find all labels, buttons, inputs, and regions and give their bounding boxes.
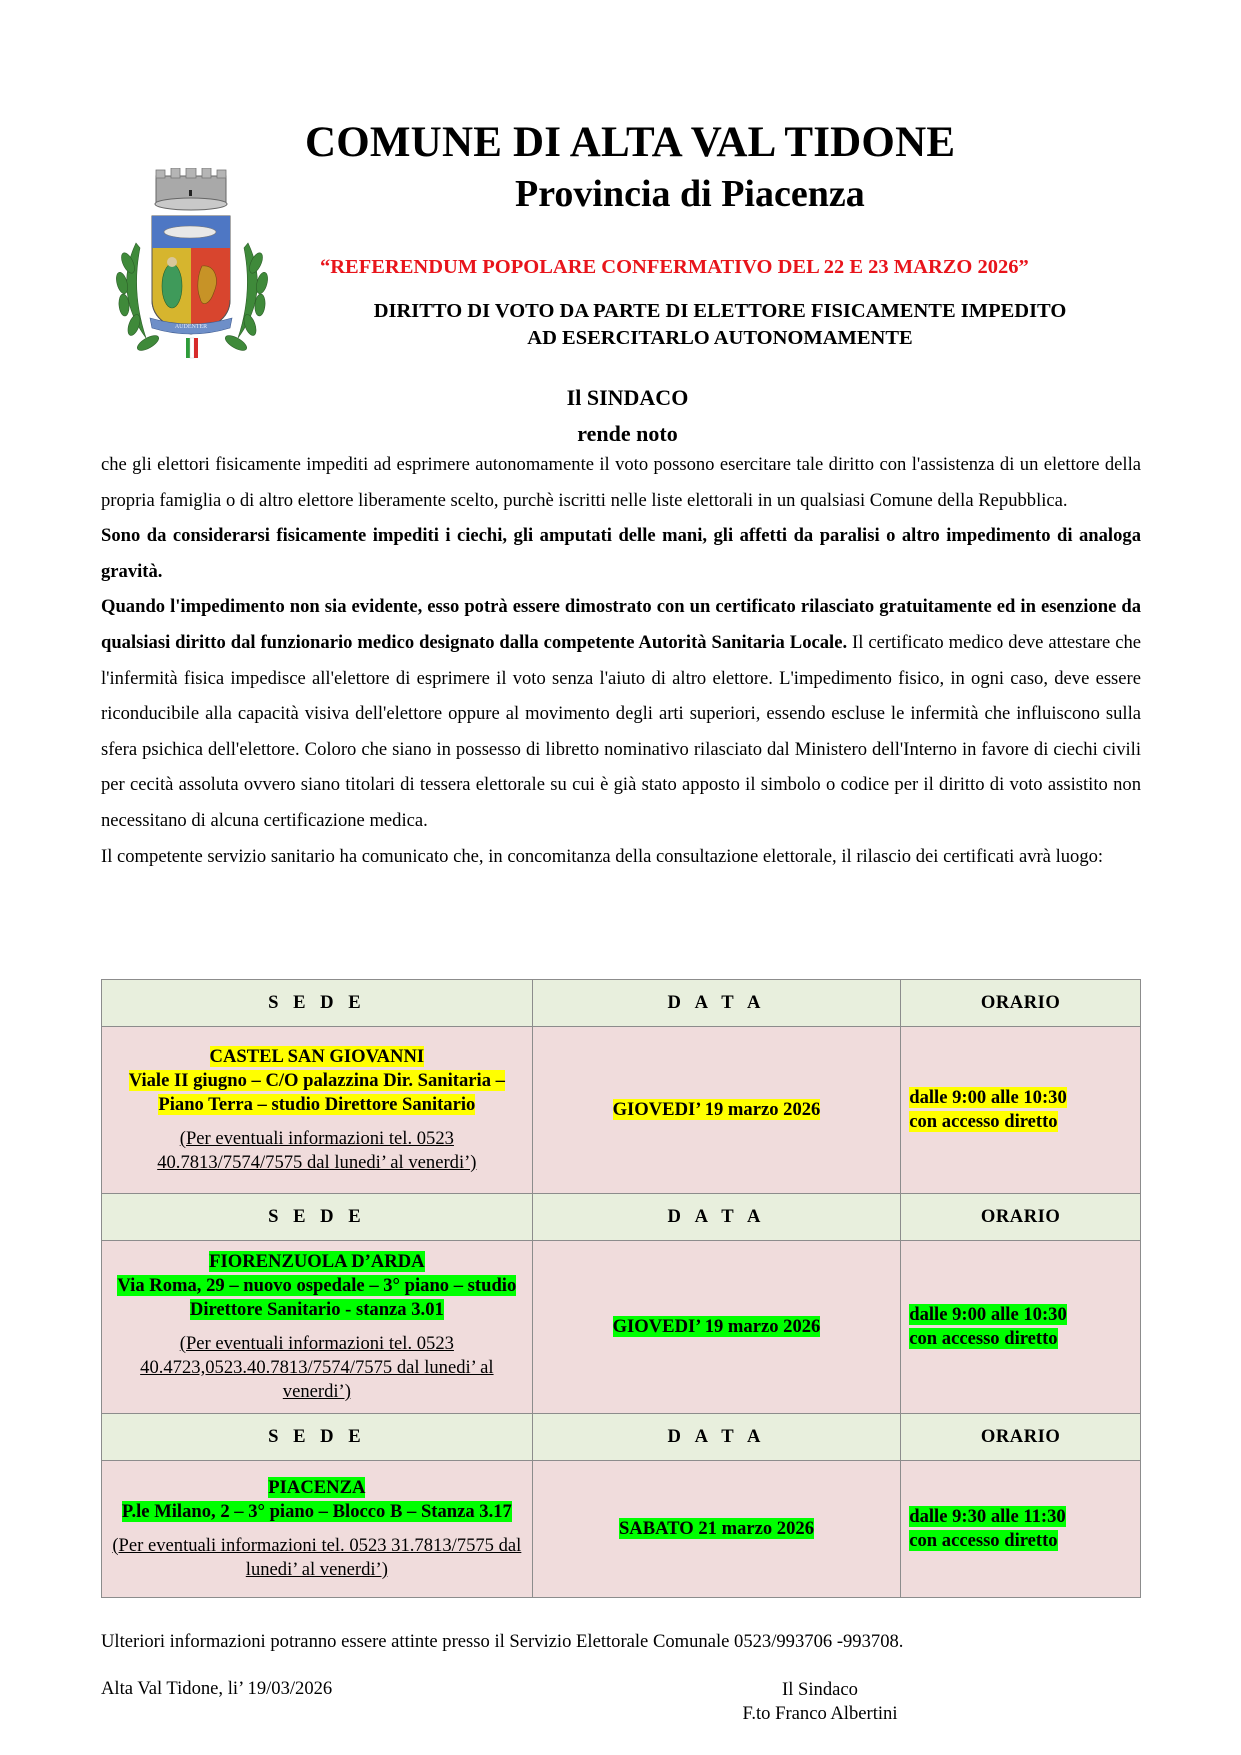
sede-name: PIACENZA [268, 1477, 366, 1498]
paragraph-impediments: Sono da considerarsi fisicamente impediti i ciechi, gli amputati delle mani, gli affetti da paralisi o altro impedimento di analoga gravità. [101, 525, 1141, 582]
page-title: COMUNE DI ALTA VAL TIDONE [305, 119, 956, 166]
column-header-sede: S E D E [102, 980, 533, 1027]
table-row [102, 1027, 1141, 1194]
signature-name: F.to Franco Albertini [742, 1703, 898, 1724]
table-header-row [102, 980, 1141, 1027]
issuer-label: Il SINDACO [566, 385, 689, 410]
sede-address: Viale II giugno – C/O palazzina Dir. Sanitaria – Piano Terra – studio Direttore Sanitario [128, 1070, 505, 1115]
table-header-row [102, 1194, 1141, 1241]
sede-info: (Per eventuali informazioni tel. 0523 40.7813/7574/7575 dal lunedi’ al venerdi’) [157, 1128, 477, 1173]
paragraph-certificate-bold: Quando l'impedimento non sia evidente, esso potrà essere dimostrato con un certificato rilasciato gratuitamente ed in esenzione da qualsiasi diritto dal funzionario medico designato dalla competente Autorità Sanitaria Locale. [101, 596, 1141, 653]
table-header-row [102, 1414, 1141, 1461]
table-row [102, 1241, 1141, 1414]
date-cell [532, 1027, 901, 1194]
paragraph-certificate-rest: Il certificato medico deve attestare che l'infermità fisica impedisce all'elettore di esprimere il voto senza l'aiuto di altro elettore. L'impedimento fisico, in ogni caso, deve essere riconducibile alla capacità visiva dell'elettore oppure al movimento degli arti superiori, essendo escluse le infermità che influiscono sulla sfera psichica dell'elettore. Coloro che siano in possesso di libretto nominativo rilasciato dal Ministero dell'Interno in favore di ciechi civili per cecità assoluta ovvero siano titolari di tessera elettorale su cui è già stato apposto il simbolo o codice per il diritto di voto assistito non necessitano di alcuna certificazione medica. [101, 631, 1142, 831]
notice-heading-line1: DIRITTO DI VOTO DA PARTE DI ELETTORE FISICAMENTE IMPEDITO [373, 300, 1067, 322]
sede-info: (Per eventuali informazioni tel. 0523 31.7813/7575 dal lunedi’ al venerdi’) [112, 1535, 522, 1580]
place-date: Alta Val Tidone, li’ 19/03/2026 [101, 1678, 333, 1699]
sede-cell [102, 1027, 533, 1194]
announcement-heading [0, 380, 1241, 452]
access-note: con accesso diretto [909, 1328, 1058, 1349]
date-value: SABATO 21 marzo 2026 [618, 1518, 814, 1539]
table-row [102, 1461, 1141, 1598]
date-value: GIOVEDI’ 19 marzo 2026 [612, 1316, 821, 1337]
column-header-data: D A T A [532, 1414, 901, 1461]
access-note: con accesso diretto [909, 1530, 1058, 1551]
municipal-crest [106, 168, 278, 360]
sede-info: (Per eventuali informazioni tel. 0523 40.4723,0523.40.7813/7574/7575 dal lunedi’ al venerdi’) [140, 1333, 494, 1402]
sede-cell [102, 1461, 533, 1598]
date-cell [532, 1241, 901, 1414]
column-header-orario: ORARIO [901, 1194, 1141, 1241]
hours-cell [901, 1461, 1141, 1598]
sede-name: FIORENZUOLA D’ARDA [209, 1251, 425, 1272]
date-value: GIOVEDI’ 19 marzo 2026 [612, 1099, 821, 1120]
paragraph-schedule-intro: Il competente servizio sanitario ha comunicato che, in concomitanza della consultazione elettorale, il rilascio dei certificati avrà luogo: [101, 845, 1104, 867]
shield-icon [152, 216, 230, 334]
notice-heading [280, 298, 1160, 352]
sede-address: Via Roma, 29 – nuovo ospedale – 3° piano – studio Direttore Sanitario - stanza 3.01 [117, 1275, 517, 1320]
column-header-sede: S E D E [102, 1194, 533, 1241]
coat-of-arms-icon [106, 168, 278, 360]
crown-icon [155, 168, 227, 210]
hours-cell [901, 1241, 1141, 1414]
more-info-text: Ulteriori informazioni potranno essere attinte presso il Servizio Elettorale Comunale 0523/993706 -993708. [101, 1631, 904, 1652]
paragraph-certificate [101, 589, 1141, 838]
date-cell [532, 1461, 901, 1598]
column-header-data: D A T A [532, 980, 901, 1027]
sede-name: CASTEL SAN GIOVANNI [209, 1046, 425, 1067]
column-header-orario: ORARIO [901, 980, 1141, 1027]
access-note: con accesso diretto [909, 1111, 1058, 1132]
column-header-sede: S E D E [102, 1414, 533, 1461]
province-subtitle: Provincia di Piacenza [515, 173, 865, 215]
referendum-title: “REFERENDUM POPOLARE CONFERMATIVO DEL 22 E 23 MARZO 2026” [320, 256, 1029, 278]
certificate-schedule-table [101, 979, 1141, 1598]
body-text [101, 447, 1141, 874]
signature-role: Il Sindaco [782, 1679, 858, 1700]
sede-address: P.le Milano, 2 – 3° piano – Blocco B – Stanza 3.17 [121, 1501, 512, 1522]
hours-value: dalle 9:30 alle 11:30 [909, 1506, 1066, 1527]
signature-block [700, 1678, 940, 1726]
paragraph-assistance: che gli elettori fisicamente impediti ad esprimere autonomamente il voto possono esercitare tale diritto con l'assistenza di un elettore della propria famiglia o di altro elettore liberamente scelto, purchè iscritti nelle liste elettorali in un qualsiasi Comune della Repubblica. [101, 454, 1141, 511]
hours-cell [901, 1027, 1141, 1194]
column-header-data: D A T A [532, 1194, 901, 1241]
svg-text:AUDENTER: AUDENTER [174, 324, 208, 330]
sede-cell [102, 1241, 533, 1414]
hours-value: dalle 9:00 alle 10:30 [909, 1304, 1067, 1325]
hours-value: dalle 9:00 alle 10:30 [909, 1087, 1067, 1108]
announcement-verb: rende noto [577, 421, 678, 446]
column-header-orario: ORARIO [901, 1414, 1141, 1461]
notice-heading-line2: AD ESERCITARLO AUTONOMAMENTE [527, 327, 913, 349]
